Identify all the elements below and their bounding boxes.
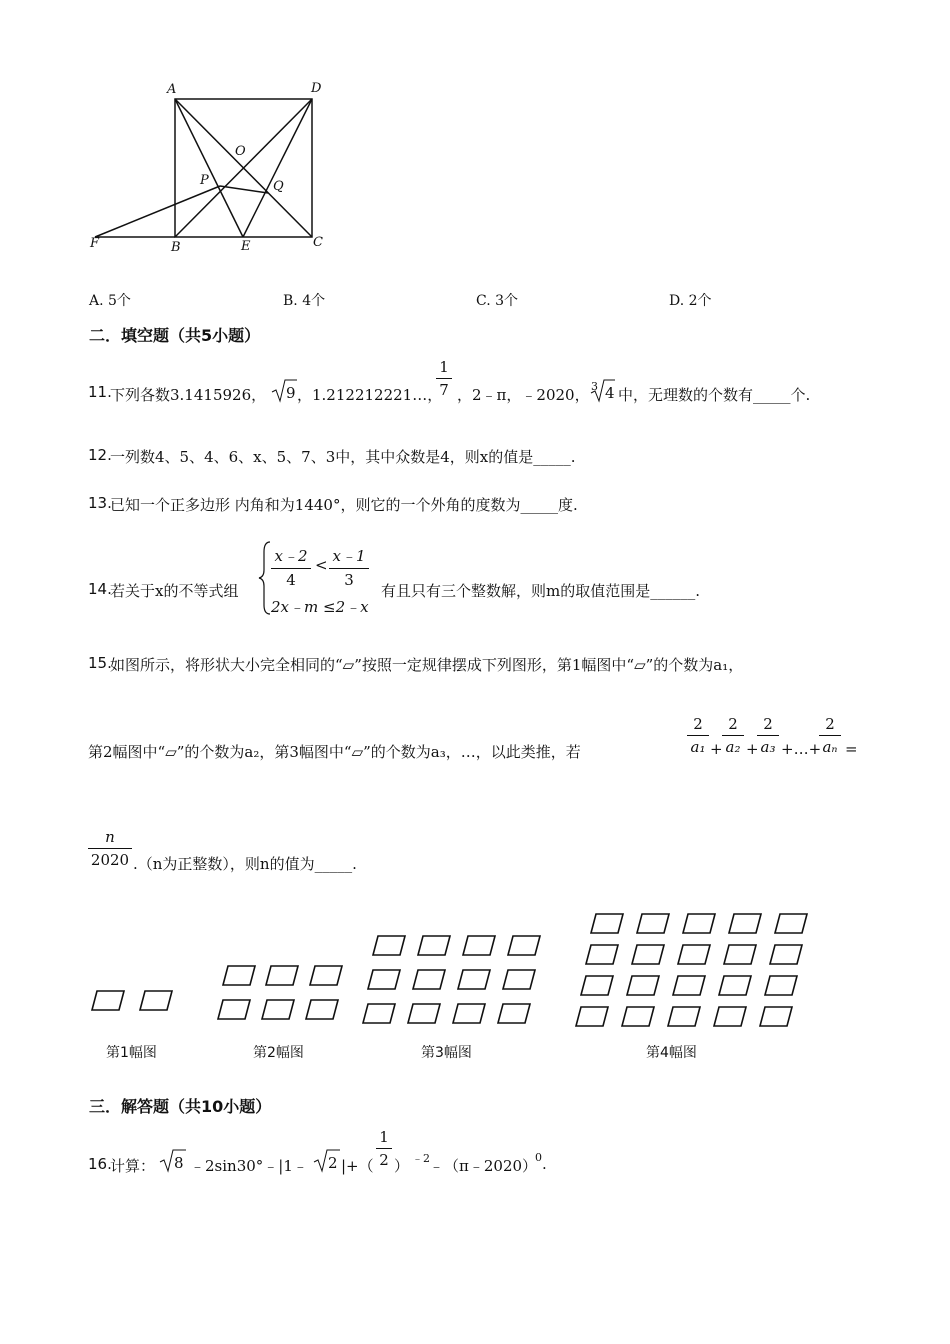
q11-number: 11. — [88, 383, 112, 401]
q15-term-n-den: aₙ — [822, 738, 838, 756]
q16-exponent-1: ﹣2 — [412, 1152, 430, 1165]
q15-line3: .（n为正整数），则n的值为_____. — [133, 855, 357, 873]
q16-sqrt8-radicand: 8 — [174, 1154, 184, 1172]
q16-prefix: 计算： — [110, 1157, 156, 1175]
label-b: B — [171, 240, 181, 255]
q11-frac-num: 1 — [439, 358, 449, 376]
q14-number: 14. — [88, 580, 112, 598]
q16-sqrt2-radicand: 2 — [328, 1154, 338, 1172]
caption-figure-4: 第4幅图 — [646, 1045, 697, 1061]
caption-figure-1: 第1幅图 — [106, 1045, 157, 1061]
q15-ellipsis-plus: +…+ — [781, 740, 822, 758]
caption-figure-3: 第3幅图 — [421, 1045, 472, 1061]
q14-less-than: < — [315, 556, 328, 574]
q16-part2: |+（ — [341, 1157, 374, 1175]
q15-term-1-den: a₁ — [690, 738, 706, 756]
q16-frac-num: 1 — [379, 1128, 389, 1146]
q15-line1: 如图所示，将形状大小完全相同的“▱”按照一定规律摆成下列图形，第1幅图中“▱”的个数为a₁， — [110, 656, 744, 674]
label-p: P — [200, 173, 209, 188]
q11-suffix: 中，无理数的个数有_____个. — [618, 386, 811, 404]
q11-mid1: ，1.212212221…， — [297, 386, 443, 404]
q14-prefix: 若关于x的不等式组 — [110, 582, 239, 600]
q14-line2: 2x﹣m ≤2﹣x — [271, 598, 369, 616]
option-c: C. 3个 — [476, 293, 519, 309]
q15-number: 15. — [88, 654, 112, 672]
section-2-heading: 二．填空题（共5小题） — [89, 326, 261, 345]
option-a: A. 5个 — [89, 293, 131, 309]
q13-number: 13. — [88, 494, 112, 512]
q16-part3: ） — [394, 1157, 410, 1175]
label-f: F — [90, 236, 100, 251]
q13-text: 已知一个正多边形 内角和为1440°，则它的一个外角的度数为_____度. — [110, 496, 578, 514]
q14-frac-a-num: x﹣2 — [274, 547, 308, 565]
q15-term-1-num: 2 — [693, 715, 703, 733]
label-c: C — [313, 235, 323, 250]
q15-plus-1: + — [710, 740, 723, 758]
option-b: B. 4个 — [283, 293, 326, 309]
q11-sqrt-radicand: 9 — [286, 384, 296, 402]
q15-n-num: n — [105, 828, 115, 846]
q14-suffix: 有且只有三个整数解，则m的取值范围是______. — [381, 582, 700, 600]
caption-figure-2: 第2幅图 — [253, 1045, 304, 1061]
q11-mid2: ，2﹣π，﹣2020， — [457, 386, 590, 404]
q15-line2: 第2幅图中“▱”的个数为a₂，第3幅图中“▱”的个数为a₃，…，以此类推，若 — [88, 743, 581, 761]
q16-fraction — [376, 1128, 392, 1169]
q12-number: 12. — [88, 446, 112, 464]
option-d: D. 2个 — [669, 293, 712, 309]
q15-term-2-den: a₂ — [725, 738, 741, 756]
label-q: Q — [273, 179, 284, 194]
q16-part4: ﹣（π﹣2020） — [429, 1157, 538, 1175]
label-a: A — [167, 82, 177, 97]
q16-exponent-2: 0 — [535, 1151, 542, 1164]
q16-number: 16. — [88, 1155, 112, 1173]
q12-text: 一列数4、5、4、6、x、5、7、3中，其中众数是4，则x的值是_____. — [110, 448, 576, 466]
q15-equals: = — [845, 740, 858, 758]
q16-part1: ﹣2sin30°﹣|1﹣ — [190, 1157, 308, 1175]
q15-term-3-den: a₃ — [760, 738, 776, 756]
q14-frac-b-num: x﹣1 — [332, 547, 366, 565]
q15-term-3-num: 2 — [763, 715, 773, 733]
q15-plus-2: + — [746, 740, 759, 758]
q14-frac-b-den: 3 — [344, 571, 354, 589]
q11-cbrt-index: 3 — [591, 380, 598, 393]
q15-term-2-num: 2 — [728, 715, 738, 733]
q15-term-n-num: 2 — [825, 715, 835, 733]
q11-cbrt-radicand: 4 — [605, 384, 615, 402]
q14-frac-a-den: 4 — [286, 571, 296, 589]
section-3-heading: 三．解答题（共10小题） — [89, 1097, 272, 1116]
label-o: O — [235, 144, 246, 159]
label-d: D — [311, 81, 322, 96]
q11-frac-den: 7 — [439, 381, 449, 399]
q16-part5: . — [542, 1155, 547, 1173]
q16-frac-den: 2 — [379, 1151, 389, 1169]
q11-prefix: 下列各数3.1415926， — [110, 386, 267, 404]
q15-n-den: 2020 — [90, 851, 130, 869]
label-e: E — [241, 239, 251, 254]
